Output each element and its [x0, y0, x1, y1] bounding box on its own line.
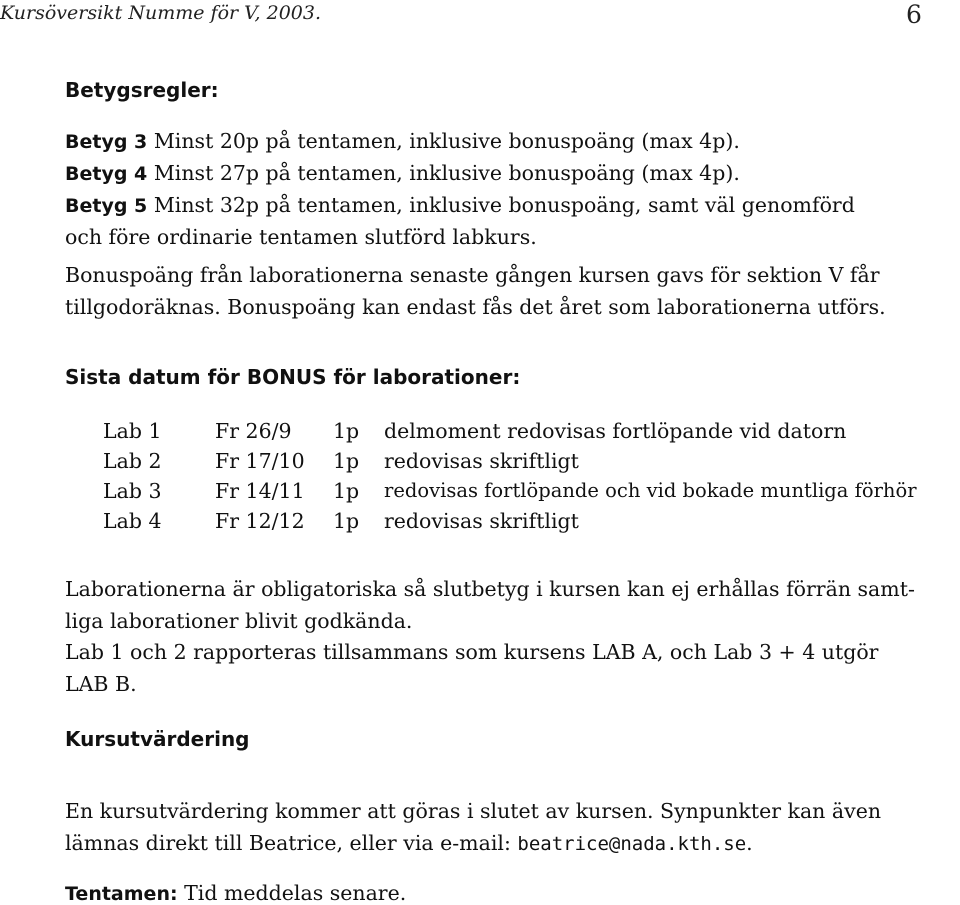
grade-rule-3 [65, 131, 740, 152]
grading-heading: Betygsregler: [65, 78, 219, 102]
lab-name: Lab 4 [103, 509, 162, 533]
lab-description: redovisas fortlöpande och vid bokade muntliga förhör [384, 479, 917, 502]
evaluation-punct: . [746, 831, 753, 855]
grade-label: Betyg 5 [65, 195, 148, 217]
lab-description: delmoment redovisas fortlöpande vid datorn [384, 419, 847, 443]
evaluation-line: En kursutvärdering kommer att göras i slutet av kursen. Synpunkter kan även [65, 799, 882, 823]
grade-text: Minst 20p på tentamen, inklusive bonuspoäng (max 4p). [153, 129, 740, 153]
grade-label: Betyg 3 [65, 131, 148, 153]
lab-points: 1p [333, 449, 360, 473]
grade-label: Betyg 4 [65, 163, 148, 185]
lab-info-line: Laborationerna är obligatoriska så slutbetyg i kursen kan ej erhållas förrän samt- [65, 577, 915, 601]
grade-rule-4 [65, 163, 740, 184]
evaluation-heading: Kursutvärdering [65, 727, 250, 751]
lab-date: Fr 17/10 [215, 449, 305, 473]
lab-name: Lab 2 [103, 449, 162, 473]
bonus-deadline-heading: Sista datum för BONUS för laborationer: [65, 365, 521, 389]
lab-points: 1p [333, 509, 360, 533]
exam-line [65, 883, 406, 904]
exam-label: Tentamen: [65, 883, 178, 905]
grade-rule-5 [65, 195, 855, 216]
lab-description: redovisas skriftligt [384, 509, 579, 533]
lab-date: Fr 26/9 [215, 419, 292, 443]
lab-info-line: Lab 1 och 2 rapporteras tillsammans som kursens LAB A, och Lab 3 + 4 utgör [65, 640, 879, 664]
lab-date: Fr 14/11 [215, 479, 305, 503]
lab-description: redovisas skriftligt [384, 449, 579, 473]
lab-name: Lab 1 [103, 419, 162, 443]
lab-points: 1p [333, 479, 360, 503]
page-number: 6 [906, 0, 922, 29]
exam-text: Tid meddelas senare. [184, 881, 407, 905]
bonus-paragraph-line: Bonuspoäng från laborationerna senaste gången kursen gavs för sektion V får [65, 263, 880, 287]
email-link[interactable]: beatrice@nada.kth.se [517, 833, 747, 855]
lab-info-line: LAB B. [65, 672, 137, 696]
grade-text: Minst 27p på tentamen, inklusive bonuspoäng (max 4p). [153, 161, 740, 185]
grade-text: Minst 32p på tentamen, inklusive bonuspoäng, samt väl genomförd [153, 193, 855, 217]
lab-date: Fr 12/12 [215, 509, 305, 533]
lab-info-line: liga laborationer blivit godkända. [65, 609, 413, 633]
lab-name: Lab 3 [103, 479, 162, 503]
evaluation-line [65, 833, 753, 854]
grade-rule-5-continued: och före ordinarie tentamen slutförd labkurs. [65, 225, 537, 249]
lab-points: 1p [333, 419, 360, 443]
evaluation-text: lämnas direkt till Beatrice, eller via e-mail: [65, 831, 518, 855]
running-header: Kursöversikt Numme för V, 2003. [0, 2, 322, 24]
bonus-paragraph-line: tillgodoräknas. Bonuspoäng kan endast fås det året som laborationerna utförs. [65, 295, 886, 319]
